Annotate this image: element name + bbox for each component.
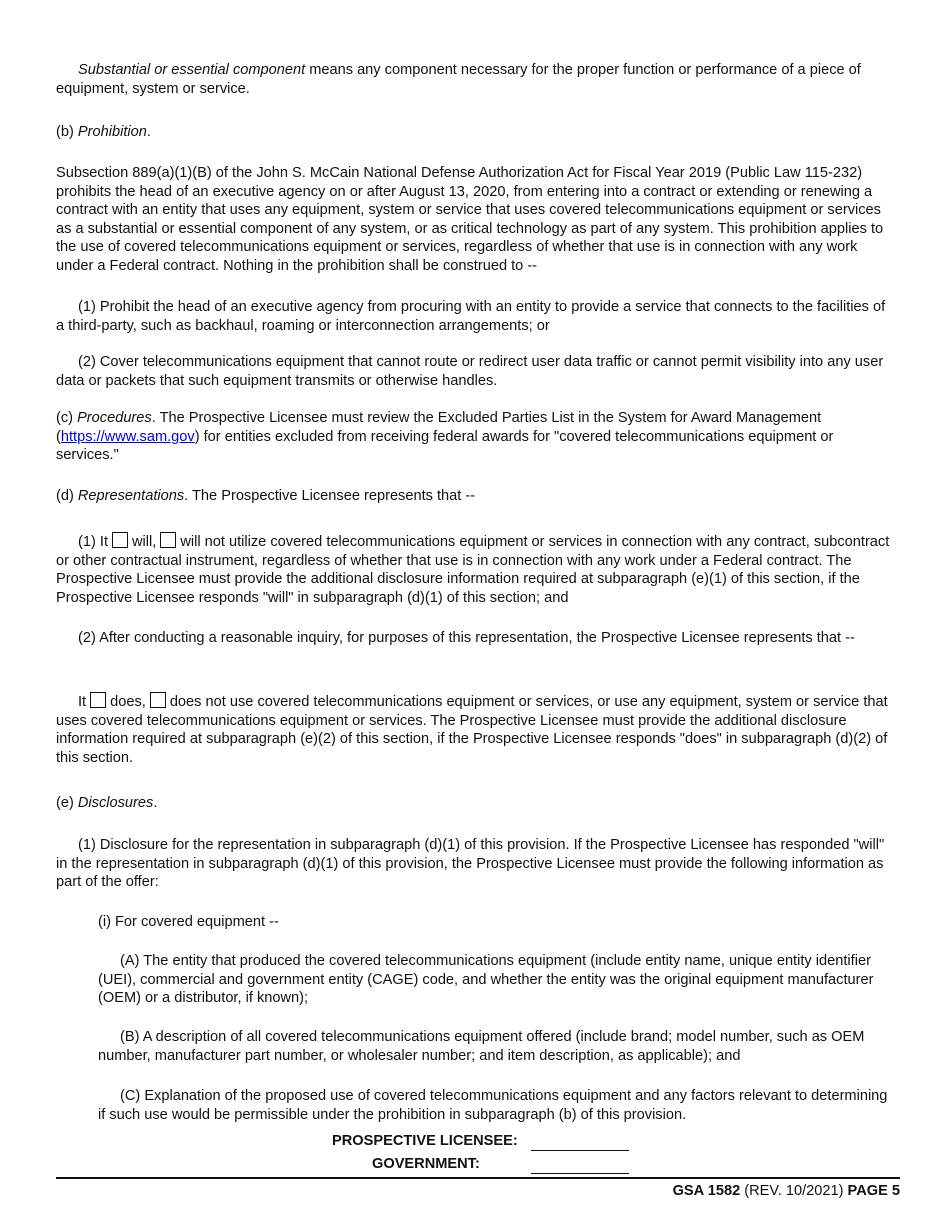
government-signature-label: GOVERNMENT: [372, 1156, 480, 1172]
defined-term: Substantial or essential component [78, 62, 306, 78]
section-d2: (2) After conducting a reasonable inquiry, for purposes of this representation, the Prospective Licensee represents that -- [78, 630, 855, 646]
section-e-C: (C) Explanation of the proposed use of covered telecommunications equipment and any factors relevant to determining if such use would be permissible under the prohibition in subparagraph (b) of this provision. [98, 1088, 888, 1123]
government-initials-field[interactable] [531, 1173, 629, 1174]
definition-paragraph: Substantial or essential component means any component necessary for the proper function or performance of a piece of equipment, system or service. [56, 62, 861, 97]
section-e-A: (A) The entity that produced the covered telecommunications equipment (include entity name, unique entity identifier (UEI), commercial and government entity (CAGE) code, and whether the entity was the original equipment manufacturer (OEM) or a distributor, if known); [98, 953, 874, 1007]
form-number: GSA 1582 [672, 1183, 741, 1199]
section-d2-representation: It does, does not use covered telecommunications equipment or services, or use any equipment, system or service that uses covered telecommunications equipment or services. The Prospective Licensee must provide the additional disclosure information required at subparagraph (e)(2) of this section, if the Prospective Licensee responds "does" in subparagraph (d)(2) of this section. [56, 694, 888, 766]
section-d-heading: (d) Representations. The Prospective Licensee represents that -- [56, 488, 476, 504]
licensee-signature-label: PROSPECTIVE LICENSEE: [332, 1133, 518, 1149]
section-b-text: Subsection 889(a)(1)(B) of the John S. McCain National Defense Authorization Act for Fiscal Year 2019 (Public Law 115-232) prohibits the head of an executive agency on or after August 13, 2020, from entering into a contract or extending or renewing a contract with an entity that uses any equipment, system or service that uses covered telecommunications equipment or services as a substantial or essential component of any system, or as critical technology as part of any system. This prohibition applies to the use of covered telecommunications equipment or services, regardless of whether that use is in connection with any work under a Federal contract. Nothing in the prohibition shall be construed to -- [56, 165, 884, 274]
section-d1: (1) It will, will not utilize covered telecommunications equipment or services in connection with any contract, subcontract or other contractual instrument, regardless of whether that use is in connection with any work under a Federal contract. The Prospective Licensee must provide the additional disclosure information required at subparagraph (e)(1) of this section, if the Prospective Licensee responds "will" in subparagraph (d)(1) of this section; and [56, 534, 890, 606]
page-footer [673, 1183, 900, 1199]
section-c: (c) Procedures. The Prospective Licensee must review the Excluded Parties List in the System for Award Management (https://www.sam.gov) for entities excluded from receiving federal awards for "covered telecommunications equipment or services." [56, 410, 834, 464]
does-checkbox[interactable] [90, 692, 106, 708]
section-e-i: (i) For covered equipment -- [98, 914, 279, 930]
form-revision: (REV. 10/2021) [740, 1183, 848, 1199]
licensee-initials-field[interactable] [531, 1150, 629, 1151]
footer-divider [56, 1177, 900, 1179]
sam-gov-link[interactable]: https://www.sam.gov [60, 428, 195, 445]
page-number: PAGE 5 [847, 1183, 900, 1199]
section-e-B: (B) A description of all covered telecommunications equipment offered (include brand; model number, such as OEM number, manufacturer part number, or wholesaler number; and item description, as applicable); and [98, 1029, 865, 1064]
section-e1: (1) Disclosure for the representation in subparagraph (d)(1) of this provision. If the Prospective Licensee has responded "will" in the representation in subparagraph (d)(1) of this provision, the Prospective Licensee must provide the following information as part of the offer: [56, 837, 885, 891]
will-checkbox[interactable] [112, 532, 128, 548]
will-not-checkbox[interactable] [160, 532, 176, 548]
section-b-heading: (b) Prohibition. [56, 124, 151, 140]
section-b1: (1) Prohibit the head of an executive agency from procuring with an entity to provide a service that connects to the facilities of a third-party, such as backhaul, roaming or interconnection arrangements; or [56, 299, 886, 334]
section-e-heading: (e) Disclosures. [56, 795, 158, 811]
does-not-checkbox[interactable] [150, 692, 166, 708]
section-b2: (2) Cover telecommunications equipment that cannot route or redirect user data traffic or cannot permit visibility into any user data or packets that such equipment transmits or otherwise handles. [56, 354, 884, 389]
